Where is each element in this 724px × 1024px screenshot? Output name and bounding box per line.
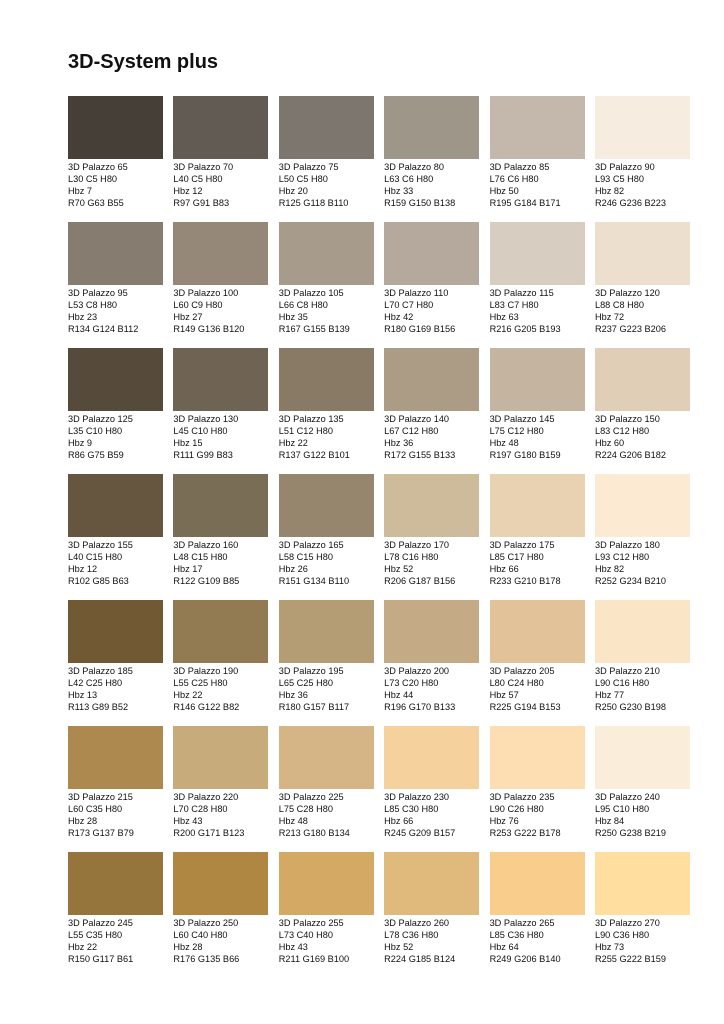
- swatch-lch: L58 C15 H80: [278, 552, 333, 562]
- swatch-rgb: R159 G150 B138: [384, 198, 456, 208]
- swatch-rgb: R211 G169 B100: [278, 954, 350, 964]
- swatch-info: [384, 539, 479, 587]
- swatch-name: 3D Palazzo 130: [173, 414, 239, 424]
- swatch-hbz: Hbz 48: [278, 816, 308, 826]
- swatch-card: [173, 600, 268, 726]
- swatch-lch: L75 C12 H80: [489, 426, 544, 436]
- color-swatch: [595, 726, 690, 789]
- swatch-rgb: R252 G234 B210: [594, 576, 666, 586]
- swatch-rgb: R113 G89 B52: [68, 702, 129, 712]
- swatch-info: [279, 791, 374, 839]
- swatch-card: [173, 96, 268, 222]
- swatch-lch: L83 C12 H80: [594, 426, 650, 436]
- swatch-rgb: R249 G206 B140: [489, 954, 561, 964]
- swatch-name: 3D Palazzo 135: [278, 414, 344, 424]
- swatch-rgb: R206 G187 B156: [384, 576, 456, 586]
- swatch-rgb: R233 G210 B178: [489, 576, 561, 586]
- swatch-name: 3D Palazzo 210: [594, 666, 660, 676]
- swatch-card: [595, 852, 690, 978]
- swatch-hbz: Hbz 22: [278, 438, 308, 448]
- swatch-lch: L66 C8 H80: [278, 300, 328, 310]
- swatch-lch: L83 C7 H80: [489, 300, 539, 310]
- swatch-info: [384, 413, 479, 461]
- color-swatch: [68, 726, 163, 789]
- swatch-hbz: Hbz 12: [173, 186, 203, 196]
- swatch-card: [490, 348, 585, 474]
- swatch-name: 3D Palazzo 240: [594, 792, 660, 802]
- swatch-rgb: R102 G85 B63: [68, 576, 129, 586]
- swatch-rgb: R146 G122 B82: [173, 702, 240, 712]
- swatch-lch: L30 C5 H80: [68, 174, 118, 184]
- swatch-info: [173, 287, 268, 335]
- swatch-lch: L76 C6 H80: [489, 174, 539, 184]
- swatch-name: 3D Palazzo 115: [489, 288, 554, 298]
- color-swatch: [68, 474, 163, 537]
- color-swatch: [173, 600, 268, 663]
- swatch-card: [384, 222, 479, 348]
- swatch-info: [68, 665, 163, 713]
- swatch-hbz: Hbz 82: [594, 186, 625, 196]
- swatch-rgb: R250 G230 B198: [594, 702, 666, 712]
- swatch-name: 3D Palazzo 85: [489, 162, 550, 172]
- swatch-card: [384, 726, 479, 852]
- swatch-name: 3D Palazzo 155: [68, 540, 133, 550]
- swatch-card: [173, 474, 268, 600]
- swatch-card: [595, 222, 690, 348]
- swatch-lch: L90 C16 H80: [594, 678, 650, 688]
- swatch-hbz: Hbz 15: [173, 438, 203, 448]
- swatch-hbz: Hbz 33: [384, 186, 414, 196]
- swatch-info: [173, 665, 268, 713]
- swatch-hbz: Hbz 52: [384, 942, 414, 952]
- swatch-lch: L78 C36 H80: [384, 930, 439, 940]
- swatch-rgb: R197 G180 B159: [489, 450, 561, 460]
- swatch-lch: L51 C12 H80: [278, 426, 333, 436]
- swatch-grid: [68, 96, 690, 978]
- swatch-name: 3D Palazzo 150: [594, 414, 660, 424]
- swatch-lch: L55 C25 H80: [173, 678, 228, 688]
- color-swatch: [384, 474, 479, 537]
- color-swatch: [490, 474, 585, 537]
- color-swatch: [279, 96, 374, 159]
- swatch-rgb: R224 G206 B182: [594, 450, 666, 460]
- swatch-card: [384, 852, 479, 978]
- color-swatch: [384, 96, 479, 159]
- swatch-lch: L53 C8 H80: [68, 300, 118, 310]
- swatch-card: [68, 222, 163, 348]
- swatch-rgb: R149 G136 B120: [173, 324, 245, 334]
- swatch-info: [595, 665, 690, 713]
- swatch-info: [595, 413, 690, 461]
- swatch-rgb: R246 G236 B223: [594, 198, 666, 208]
- swatch-info: [173, 917, 268, 965]
- swatch-info: [490, 413, 585, 461]
- swatch-lch: L85 C30 H80: [384, 804, 439, 814]
- color-swatch: [384, 600, 479, 663]
- swatch-card: [384, 348, 479, 474]
- swatch-card: [173, 348, 268, 474]
- swatch-name: 3D Palazzo 265: [489, 918, 555, 928]
- swatch-info: [384, 665, 479, 713]
- swatch-rgb: R180 G157 B117: [278, 702, 350, 712]
- swatch-card: [68, 474, 163, 600]
- swatch-hbz: Hbz 63: [489, 312, 519, 322]
- swatch-name: 3D Palazzo 190: [173, 666, 239, 676]
- swatch-card: [384, 96, 479, 222]
- swatch-lch: L63 C6 H80: [384, 174, 434, 184]
- swatch-rgb: R225 G194 B153: [489, 702, 561, 712]
- swatch-hbz: Hbz 72: [594, 312, 625, 322]
- color-swatch: [279, 600, 374, 663]
- swatch-info: [68, 161, 163, 209]
- swatch-lch: L93 C5 H80: [594, 174, 644, 184]
- swatch-lch: L73 C20 H80: [384, 678, 439, 688]
- swatch-lch: L88 C8 H80: [594, 300, 644, 310]
- swatch-hbz: Hbz 28: [68, 816, 98, 826]
- swatch-card: [68, 852, 163, 978]
- swatch-hbz: Hbz 60: [594, 438, 625, 448]
- swatch-name: 3D Palazzo 120: [594, 288, 660, 298]
- swatch-name: 3D Palazzo 225: [278, 792, 344, 802]
- swatch-name: 3D Palazzo 125: [68, 414, 133, 424]
- swatch-hbz: Hbz 27: [173, 312, 203, 322]
- color-swatch: [595, 600, 690, 663]
- swatch-lch: L90 C36 H80: [594, 930, 650, 940]
- swatch-card: [279, 726, 374, 852]
- swatch-info: [68, 917, 163, 965]
- swatch-name: 3D Palazzo 180: [594, 540, 660, 550]
- swatch-lch: L60 C40 H80: [173, 930, 228, 940]
- color-swatch: [173, 96, 268, 159]
- swatch-card: [279, 96, 374, 222]
- swatch-rgb: R86 G75 B59: [68, 450, 124, 460]
- swatch-rgb: R213 G180 B134: [278, 828, 350, 838]
- swatch-hbz: Hbz 82: [594, 564, 625, 574]
- swatch-hbz: Hbz 50: [489, 186, 519, 196]
- swatch-lch: L70 C28 H80: [173, 804, 228, 814]
- color-swatch: [384, 348, 479, 411]
- swatch-hbz: Hbz 76: [489, 816, 519, 826]
- swatch-lch: L35 C10 H80: [68, 426, 123, 436]
- swatch-name: 3D Palazzo 250: [173, 918, 239, 928]
- swatch-info: [279, 413, 374, 461]
- page-title: 3D-System plus: [68, 51, 219, 73]
- swatch-name: 3D Palazzo 170: [384, 540, 450, 550]
- color-swatch: [279, 474, 374, 537]
- swatch-rgb: R150 G117 B61: [68, 954, 134, 964]
- swatch-rgb: R172 G155 B133: [384, 450, 456, 460]
- color-swatch: [173, 348, 268, 411]
- swatch-name: 3D Palazzo 95: [68, 288, 128, 298]
- swatch-lch: L85 C17 H80: [489, 552, 544, 562]
- swatch-name: 3D Palazzo 205: [489, 666, 555, 676]
- color-swatch: [490, 222, 585, 285]
- swatch-info: [490, 539, 585, 587]
- color-swatch: [68, 600, 163, 663]
- swatch-info: [490, 287, 585, 335]
- swatch-rgb: R224 G185 B124: [384, 954, 456, 964]
- swatch-name: 3D Palazzo 200: [384, 666, 450, 676]
- swatch-lch: L70 C7 H80: [384, 300, 434, 310]
- swatch-rgb: R180 G169 B156: [384, 324, 456, 334]
- swatch-name: 3D Palazzo 235: [489, 792, 555, 802]
- swatch-name: 3D Palazzo 255: [278, 918, 344, 928]
- color-swatch: [173, 474, 268, 537]
- swatch-info: [68, 791, 163, 839]
- swatch-lch: L42 C25 H80: [68, 678, 123, 688]
- swatch-name: 3D Palazzo 215: [68, 792, 133, 802]
- swatch-card: [173, 726, 268, 852]
- swatch-rgb: R97 G91 B83: [173, 198, 230, 208]
- swatch-name: 3D Palazzo 165: [278, 540, 344, 550]
- swatch-lch: L45 C10 H80: [173, 426, 228, 436]
- swatch-info: [384, 161, 479, 209]
- swatch-name: 3D Palazzo 175: [489, 540, 555, 550]
- swatch-lch: L90 C26 H80: [489, 804, 544, 814]
- swatch-info: [279, 287, 374, 335]
- swatch-info: [279, 161, 374, 209]
- swatch-info: [173, 539, 268, 587]
- swatch-card: [595, 600, 690, 726]
- swatch-rgb: R70 G63 B55: [68, 198, 124, 208]
- color-swatch: [68, 96, 163, 159]
- swatch-info: [279, 917, 374, 965]
- swatch-card: [595, 474, 690, 600]
- swatch-info: [490, 917, 585, 965]
- swatch-info: [595, 539, 690, 587]
- swatch-hbz: Hbz 77: [594, 690, 625, 700]
- swatch-lch: L67 C12 H80: [384, 426, 439, 436]
- swatch-name: 3D Palazzo 105: [278, 288, 344, 298]
- swatch-rgb: R134 G124 B112: [68, 324, 139, 334]
- swatch-rgb: R237 G223 B206: [594, 324, 666, 334]
- swatch-info: [68, 539, 163, 587]
- swatch-name: 3D Palazzo 260: [384, 918, 450, 928]
- swatch-name: 3D Palazzo 70: [173, 162, 234, 172]
- swatch-rgb: R255 G222 B159: [594, 954, 666, 964]
- swatch-lch: L85 C36 H80: [489, 930, 544, 940]
- swatch-card: [384, 474, 479, 600]
- swatch-lch: L78 C16 H80: [384, 552, 439, 562]
- swatch-info: [173, 161, 268, 209]
- swatch-name: 3D Palazzo 270: [594, 918, 660, 928]
- color-swatch: [173, 726, 268, 789]
- swatch-rgb: R245 G209 B157: [384, 828, 456, 838]
- color-swatch: [595, 348, 690, 411]
- swatch-hbz: Hbz 36: [278, 690, 308, 700]
- swatch-rgb: R111 G99 B83: [173, 450, 233, 460]
- swatch-name: 3D Palazzo 100: [173, 288, 239, 298]
- swatch-name: 3D Palazzo 185: [68, 666, 133, 676]
- color-swatch: [595, 474, 690, 537]
- swatch-hbz: Hbz 12: [68, 564, 98, 574]
- swatch-info: [490, 665, 585, 713]
- swatch-hbz: Hbz 23: [68, 312, 98, 322]
- swatch-hbz: Hbz 44: [384, 690, 414, 700]
- swatch-card: [595, 96, 690, 222]
- swatch-card: [490, 474, 585, 600]
- color-swatch: [173, 852, 268, 915]
- swatch-lch: L93 C12 H80: [594, 552, 650, 562]
- swatch-info: [68, 287, 163, 335]
- swatch-hbz: Hbz 64: [489, 942, 519, 952]
- swatch-name: 3D Palazzo 220: [173, 792, 239, 802]
- swatch-name: 3D Palazzo 90: [594, 162, 655, 172]
- swatch-card: [173, 222, 268, 348]
- color-swatch: [279, 222, 374, 285]
- color-swatch: [490, 348, 585, 411]
- swatch-info: [173, 413, 268, 461]
- swatch-name: 3D Palazzo 230: [384, 792, 450, 802]
- swatch-hbz: Hbz 35: [278, 312, 308, 322]
- color-swatch: [595, 96, 690, 159]
- swatch-rgb: R176 G135 B66: [173, 954, 240, 964]
- swatch-hbz: Hbz 42: [384, 312, 414, 322]
- swatch-info: [384, 287, 479, 335]
- swatch-rgb: R250 G238 B219: [594, 828, 666, 838]
- swatch-rgb: R151 G134 B110: [278, 576, 350, 586]
- color-swatch: [490, 600, 585, 663]
- swatch-hbz: Hbz 43: [278, 942, 308, 952]
- swatch-rgb: R196 G170 B133: [384, 702, 456, 712]
- swatch-hbz: Hbz 20: [278, 186, 308, 196]
- swatch-lch: L55 C35 H80: [68, 930, 123, 940]
- swatch-name: 3D Palazzo 110: [384, 288, 449, 298]
- color-swatch: [68, 852, 163, 915]
- swatch-name: 3D Palazzo 145: [489, 414, 555, 424]
- swatch-lch: L80 C24 H80: [489, 678, 544, 688]
- swatch-hbz: Hbz 66: [384, 816, 414, 826]
- swatch-info: [279, 665, 374, 713]
- swatch-lch: L40 C5 H80: [173, 174, 223, 184]
- swatch-lch: L95 C10 H80: [594, 804, 650, 814]
- color-swatch: [490, 852, 585, 915]
- swatch-card: [279, 222, 374, 348]
- swatch-card: [279, 600, 374, 726]
- swatch-hbz: Hbz 66: [489, 564, 519, 574]
- swatch-card: [595, 348, 690, 474]
- swatch-name: 3D Palazzo 245: [68, 918, 133, 928]
- color-swatch: [384, 726, 479, 789]
- swatch-info: [490, 791, 585, 839]
- swatch-lch: L65 C25 H80: [278, 678, 333, 688]
- color-swatch: [279, 726, 374, 789]
- swatch-card: [490, 222, 585, 348]
- color-swatch: [68, 222, 163, 285]
- swatch-name: 3D Palazzo 140: [384, 414, 450, 424]
- swatch-card: [490, 600, 585, 726]
- color-swatch: [384, 852, 479, 915]
- swatch-hbz: Hbz 28: [173, 942, 203, 952]
- swatch-lch: L40 C15 H80: [68, 552, 123, 562]
- swatch-card: [68, 96, 163, 222]
- swatch-card: [68, 726, 163, 852]
- swatch-rgb: R122 G109 B85: [173, 576, 240, 586]
- color-swatch: [490, 96, 585, 159]
- swatch-hbz: Hbz 17: [173, 564, 203, 574]
- swatch-hbz: Hbz 26: [278, 564, 308, 574]
- color-swatch: [279, 852, 374, 915]
- color-swatch: [384, 222, 479, 285]
- swatch-lch: L60 C9 H80: [173, 300, 223, 310]
- swatch-hbz: Hbz 57: [489, 690, 519, 700]
- swatch-card: [173, 852, 268, 978]
- swatch-card: [279, 348, 374, 474]
- swatch-hbz: Hbz 7: [68, 186, 93, 196]
- swatch-name: 3D Palazzo 75: [278, 162, 339, 172]
- swatch-hbz: Hbz 13: [68, 690, 98, 700]
- swatch-hbz: Hbz 43: [173, 816, 203, 826]
- swatch-card: [279, 474, 374, 600]
- swatch-lch: L73 C40 H80: [278, 930, 333, 940]
- swatch-lch: L48 C15 H80: [173, 552, 228, 562]
- swatch-card: [68, 600, 163, 726]
- swatch-lch: L50 C5 H80: [278, 174, 328, 184]
- swatch-rgb: R195 G184 B171: [489, 198, 561, 208]
- swatch-hbz: Hbz 48: [489, 438, 519, 448]
- color-swatch: [173, 222, 268, 285]
- swatch-card: [490, 96, 585, 222]
- swatch-card: [490, 852, 585, 978]
- swatch-info: [595, 917, 690, 965]
- swatch-card: [384, 600, 479, 726]
- swatch-rgb: R167 G155 B139: [278, 324, 350, 334]
- color-swatch: [595, 852, 690, 915]
- swatch-info: [595, 287, 690, 335]
- swatch-name: 3D Palazzo 65: [68, 162, 128, 172]
- swatch-hbz: Hbz 52: [384, 564, 414, 574]
- swatch-info: [384, 917, 479, 965]
- swatch-rgb: R173 G137 B79: [68, 828, 134, 838]
- swatch-info: [279, 539, 374, 587]
- swatch-rgb: R125 G118 B110: [278, 198, 349, 208]
- swatch-hbz: Hbz 9: [68, 438, 93, 448]
- swatch-info: [173, 791, 268, 839]
- swatch-info: [68, 413, 163, 461]
- swatch-lch: L75 C28 H80: [278, 804, 333, 814]
- color-swatch: [68, 348, 163, 411]
- swatch-rgb: R253 G222 B178: [489, 828, 561, 838]
- color-swatch: [595, 222, 690, 285]
- swatch-rgb: R216 G205 B193: [489, 324, 561, 334]
- swatch-name: 3D Palazzo 80: [384, 162, 444, 172]
- swatch-info: [595, 161, 690, 209]
- swatch-name: 3D Palazzo 160: [173, 540, 239, 550]
- swatch-info: [595, 791, 690, 839]
- swatch-info: [384, 791, 479, 839]
- swatch-hbz: Hbz 22: [68, 942, 98, 952]
- swatch-hbz: Hbz 22: [173, 690, 203, 700]
- swatch-rgb: R200 G171 B123: [173, 828, 245, 838]
- swatch-info: [490, 161, 585, 209]
- swatch-card: [490, 726, 585, 852]
- swatch-card: [279, 852, 374, 978]
- swatch-name: 3D Palazzo 195: [278, 666, 344, 676]
- swatch-hbz: Hbz 73: [594, 942, 625, 952]
- swatch-hbz: Hbz 36: [384, 438, 414, 448]
- swatch-card: [595, 726, 690, 852]
- swatch-card: [68, 348, 163, 474]
- swatch-lch: L60 C35 H80: [68, 804, 123, 814]
- swatch-rgb: R137 G122 B101: [278, 450, 350, 460]
- color-swatch: [279, 348, 374, 411]
- swatch-hbz: Hbz 84: [594, 816, 625, 826]
- color-swatch: [490, 726, 585, 789]
